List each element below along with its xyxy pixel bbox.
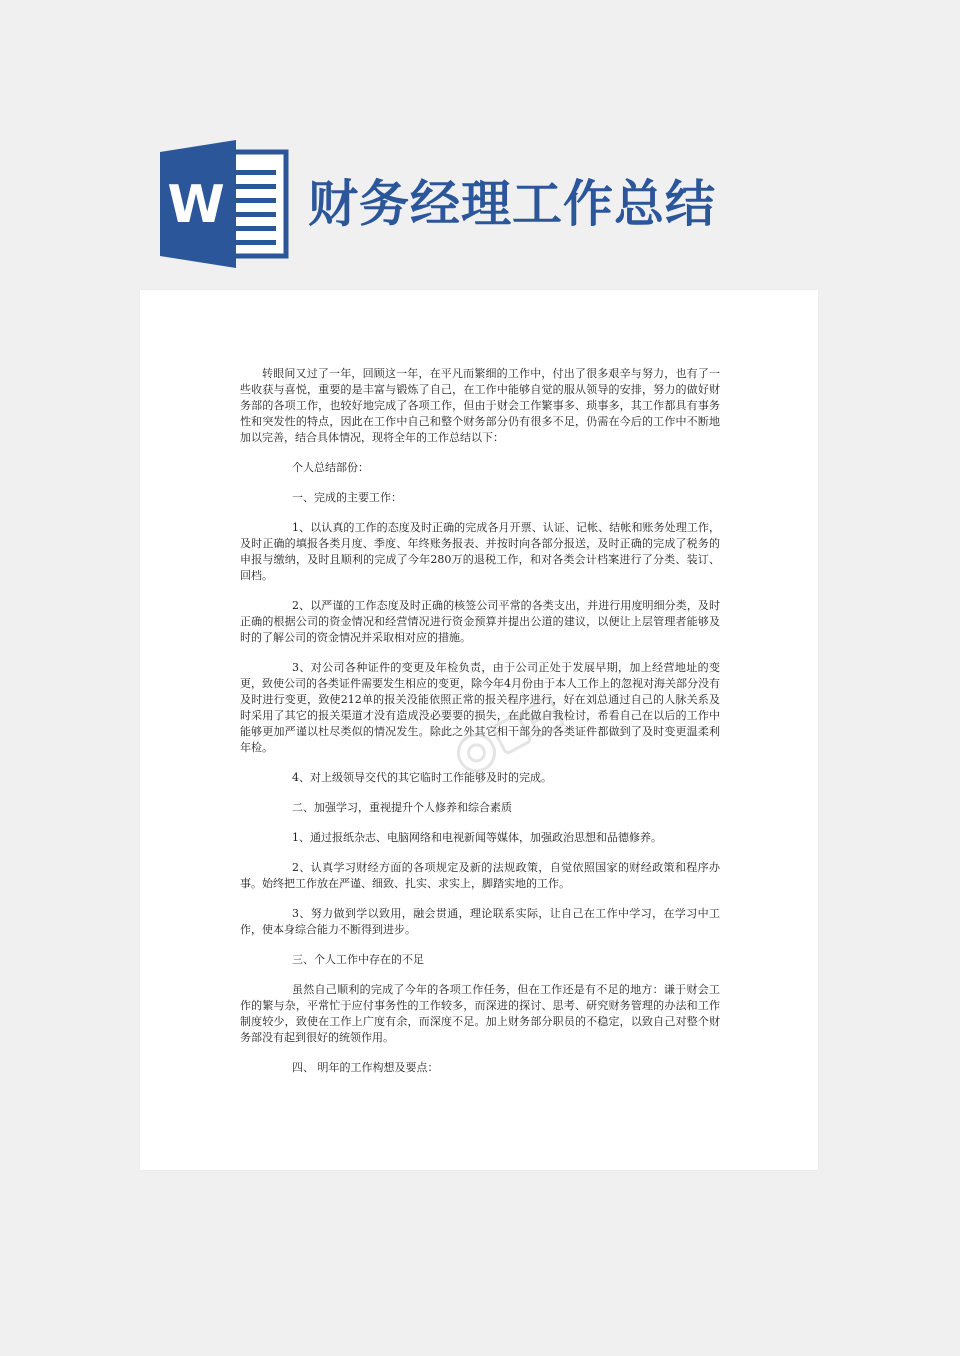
logo-letter: W bbox=[167, 175, 225, 235]
paragraph: 2、认真学习财经方面的各项规定及新的法规政策，自觉依照国家的财经政策和程序办事。始终把工作放在严谨、细致、扎实、求实上，脚踏实地的工作。 bbox=[240, 861, 720, 890]
section-heading: 四、 明年的工作构想及要点： bbox=[292, 1061, 439, 1074]
paragraph: 转眼间又过了一年，回顾这一年，在平凡而繁细的工作中，付出了很多艰辛与努力，也有了一些收获与喜悦，重要的是丰富与锻炼了自己，在工作中能够自觉的服从领导的安排，努力的做好财务部的各项工作，也较好地完成了各项工作，但由于财会工作繁事多、琐事多，其工作都具有事务性和突发性的特点，因此在工作中自己和整个财务部分仍有很多不足，仍需在今后的工作中不断地加以完善，结合具体情况，现将全年的工作总结以下： bbox=[240, 367, 720, 444]
paragraph: 1、以认真的工作的态度及时正确的完成各月开票、认证、记帐、结帐和账务处理工作，及时正确的填报各类月度、季度、年终账务报表、并按时向各部分报送，及时正确的完成了税务的申报与缴纳，及时且顺利的完成了今年280万的退税工作，和对各类会计档案进行了分类、装订、回档。 bbox=[240, 521, 720, 582]
word-document-icon bbox=[160, 140, 290, 268]
paragraph: 4、对上级领导交代的其它临时工作能够及时的完成。 bbox=[292, 771, 552, 784]
section-heading: 个人总结部份： bbox=[292, 461, 369, 474]
header bbox=[0, 0, 960, 290]
paragraph: 3、对公司各种证件的变更及年检负责，由于公司正处于发展早期，加上经营地址的变更，致使公司的各类证件需要发生相应的变更，除今年4月份由于本人工作上的忽视对海关部分没有及时进行变更，致使212单的报关没能依照正常的报关程序进行，好在刘总通过自己的人脉关系及时采用了其它的报关渠道才没有造成没必要要的损失，在此做自我检讨，希看自己在以后的工作中能够更加严谨以杜尽类似的情况发生。除此之外其它相干部分的各类证件都做到了及时变更温柔利年检。 bbox=[240, 661, 720, 754]
section-heading: 二、加强学习，重视提升个人修养和综合素质 bbox=[292, 801, 512, 814]
paragraph: 1、通过报纸杂志、电脑网络和电视新闻等媒体，加强政治思想和品德修养。 bbox=[292, 831, 662, 844]
paragraph: 虽然自己顺利的完成了今年的各项工作任务，但在工作还是有不足的地方：谦于财会工作的繁与杂，平常忙于应付事务性的工作较多，而深进的探讨、思考、研究财务管理的办法和工作制度较少，致使在工作上广度有余，而深度不足。加上财务部分职员的不稳定，以致自己对整个财务部没有起到很好的统领作用。 bbox=[240, 983, 720, 1044]
section-heading: 一、完成的主要工作： bbox=[292, 491, 402, 504]
section-heading: 三、个人工作中存在的不足 bbox=[292, 953, 424, 966]
paragraph: 2、以严谨的工作态度及时正确的核签公司平常的各类支出，并进行用度明细分类，及时正确的根据公司的资金情况和经营情况进行资金预算并提出公道的建议，以便让上层管理者能够及时的了解公司的资金情况并采取相对应的措施。 bbox=[240, 599, 720, 644]
document-page bbox=[140, 290, 818, 1170]
paragraph: 3、努力做到学以致用，融会贯通，理论联系实际，让自己在工作中学习，在学习中工作，使本身综合能力不断得到进步。 bbox=[240, 907, 720, 936]
page-title: 财务经理工作总结 bbox=[308, 175, 716, 233]
